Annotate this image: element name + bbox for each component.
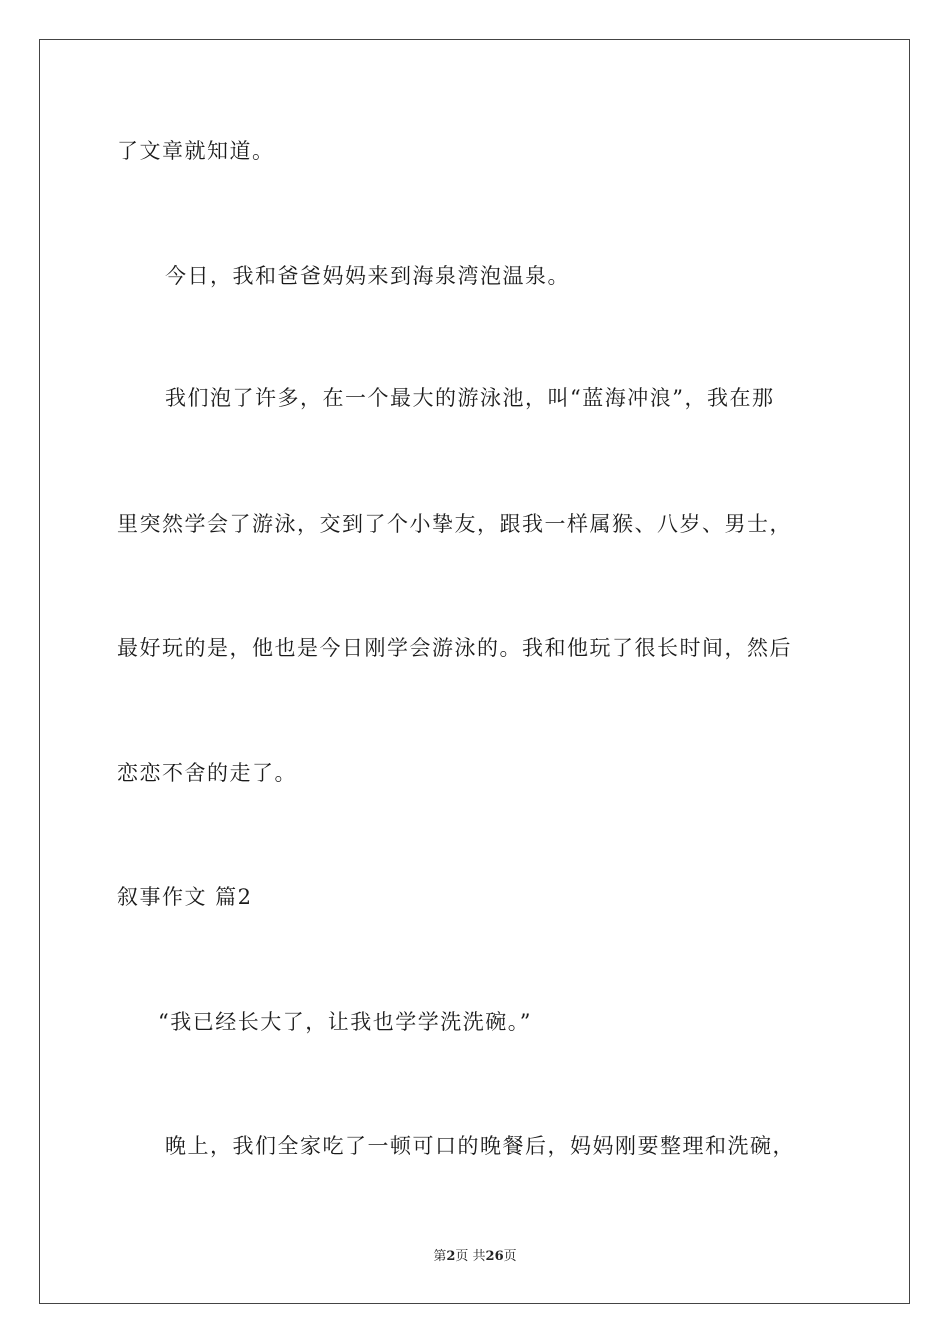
paragraph-line: “我已经长大了，让我也学学洗洗碗。” — [158, 1010, 532, 1034]
text-line: 最好玩的是，他也是今日刚学会游泳的。我和他玩了很长时间，然后 — [117, 636, 792, 660]
footer-suffix: 页 — [503, 1249, 517, 1264]
text-line: 了文章就知道。 — [117, 139, 275, 163]
total-page-number: 26 — [485, 1249, 504, 1264]
current-page-number: 2 — [446, 1249, 456, 1264]
page-border — [39, 39, 910, 1304]
footer-mid: 页 共 — [455, 1249, 486, 1264]
paragraph-line: 今日，我和爸爸妈妈来到海泉湾泡温泉。 — [165, 264, 570, 288]
section-heading: 叙事作文 篇2 — [117, 885, 253, 909]
text-line: 恋恋不舍的走了。 — [117, 761, 297, 785]
paragraph-line: 晚上，我们全家吃了一顿可口的晚餐后，妈妈刚要整理和洗碗， — [165, 1134, 795, 1158]
paragraph-line: 我们泡了许多，在一个最大的游泳池，叫“蓝海冲浪”，我在那 — [165, 386, 775, 410]
text-line: 里突然学会了游泳，交到了个小挚友，跟我一样属猴、八岁、男士， — [117, 512, 792, 536]
footer-prefix: 第 — [433, 1249, 447, 1264]
page-footer — [0, 1248, 950, 1266]
